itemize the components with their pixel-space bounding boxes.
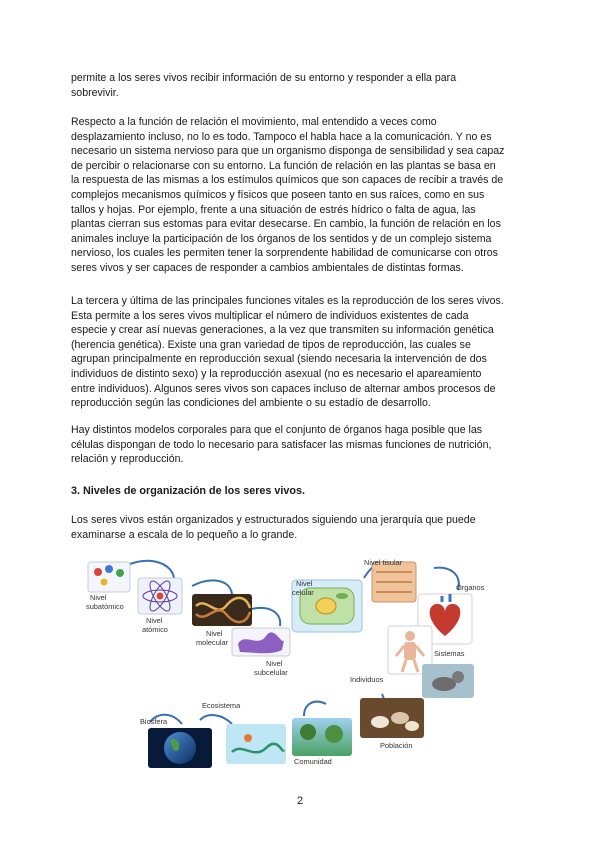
- label-nivel-molecular: Nivel: [206, 629, 223, 638]
- label-individuos: Individuos: [350, 675, 384, 684]
- paragraph-organization: Los seres vivos están organizados y estructurados siguiendo una jerarquía que puede examinarse a escala de lo pequeño a lo grande.: [71, 514, 476, 541]
- organization-levels-diagram: [82, 556, 502, 774]
- label-biosfera: Biosfera: [140, 717, 168, 726]
- label-poblacion: Población: [380, 741, 413, 750]
- arrow-3: [248, 608, 280, 626]
- paragraph-reproduction: La tercera y última de las principales funciones vitales es la reproducción de los seres vivos. Esta permite a los seres vivos multiplicar el número de individuos existentes de cada especie y crear así nuevas generaciones, a la vez que transmiten su información genética (herencia genética). Existe una gran variedad de tipos de reproducción, las cuales se agrupan principalmente en reproducción sexual (siendo necesaria la intervención de dos individuos de distinto sexo) y la reproducción asexual (no es necesario el apareamiento entre individuos). Algunos seres vivos son capaces incluso de alternar ambos procesos de reproducción según las condiciones del ambiente o su estadío de desarrollo.: [71, 295, 504, 410]
- page-number: 2: [296, 795, 304, 807]
- particle-dot: [94, 568, 102, 576]
- comunidad-image: [292, 718, 352, 756]
- particle-dot: [105, 565, 113, 573]
- label-nivel-molecular: molecular: [196, 638, 229, 647]
- arrow-2: [192, 580, 232, 594]
- label-nivel-atomico: Nivel: [146, 616, 163, 625]
- particle-dot: [101, 579, 108, 586]
- label-nivel-celular: celular: [292, 588, 314, 597]
- label-nivel-tisular: Nivel tisular: [364, 558, 403, 567]
- label-nivel-atomico: atómico: [142, 625, 168, 634]
- paragraph-body-models: Hay distintos modelos corporales para que el conjunto de órganos haga posible que las células dispongan de todo lo necesario para satisfacer las mismas funciones de nutrición, relación y reproducción.: [71, 424, 492, 466]
- arrow-7: [304, 702, 326, 716]
- label-nivel-subatomico: subatómico: [86, 602, 124, 611]
- particle-dot: [116, 569, 124, 577]
- section-heading: 3. Niveles de organización de los seres vivos.: [71, 485, 306, 497]
- label-nivel-celular: Nivel: [296, 579, 313, 588]
- label-ecosistema: Ecosistema: [202, 701, 241, 710]
- arrow-8: [200, 715, 232, 724]
- arrow-1: [130, 561, 174, 578]
- label-nivel-subcelular: Nivel: [266, 659, 283, 668]
- paragraph-relation-function: Respecto a la función de relación el movimiento, mal entendido a veces como desplazamiento incluso, no lo es todo. Tampoco el habla hace a la comunicación. Y no es necesario un sistema nervioso para que un organismo disponga de sensibilidad y sea capaz de percibir o relacionarse con su entorno. La función de relación en las plantas se basa en la respuesta de las mismas a los estímulos químicos que son capaces de recibir a través de complejos mecanismos químicos y físicos que poseen tanto en sus raíces, como en sus tallos y hojas. Por ejemplo, frente a una situación de estrés hídrico o falta de agua, las plantas cierran sus estomas para evitar desecarse. En cambio, la función de relación en los animales incluye la participación de los órganos de los sentidos y de un complejo sistema nervioso, los cuales les permiten tener la sorprendente habilidad de comunicarse con otros seres vivos y ser capaces de responder a cambios ambientales de distintas formas.: [71, 116, 505, 274]
- label-organos: Órganos: [456, 583, 485, 592]
- label-nivel-subcelular: subcelular: [254, 668, 288, 677]
- label-sistemas: Sistemas: [434, 649, 465, 658]
- label-comunidad: Comunidad: [294, 757, 332, 766]
- paragraph-relation-intro: permite a los seres vivos recibir información de su entorno y responder a ella para sobrevivir.: [71, 72, 457, 99]
- label-nivel-subatomico: Nivel: [90, 593, 107, 602]
